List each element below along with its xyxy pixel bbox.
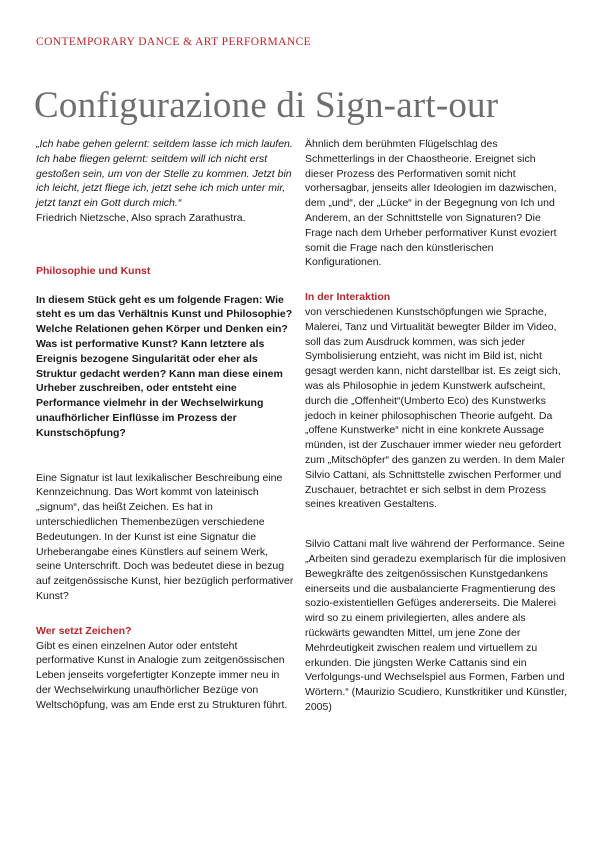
heading-interaktion: In der Interaktion bbox=[305, 291, 391, 304]
nietzsche-quote: „Ich habe gehen gelernt: seitdem lasse ich mich laufen. Ich habe fliegen gelernt: seitdem will ich nicht erst gestoßen sein, um von der Stelle zu kommen. Jetzt bin ich leicht, jetzt fliege ich, jetzt sehe ich mich unter mir, jetzt tanzt ein Gott durch mich.“ bbox=[36, 138, 293, 210]
quote-source: Friedrich Nietzsche, Also sprach Zarathustra. bbox=[36, 211, 246, 224]
left-column bbox=[36, 137, 294, 713]
intro-paragraph: Ähnlich dem berühmten Flügelschlag des Schmetterlings in der Chaostheorie. Ereignet sich dieser Prozess des Performativen somit nicht vorhersagbar, jenseits aller Ideologien im dazwischen, dem „und“, der „Lücke“ in der Begegnung von Ich und Anderem, an der Schnittstelle von Signaturen? Die Frage nach dem Urheber performativer Kunst evoziert somit die Frage nach den künstlerischen Konfigurationen. bbox=[305, 138, 557, 269]
heading-philosophie: Philosophie und Kunst bbox=[36, 264, 151, 277]
zeichen-paragraph: Gibt es einen einzelnen Autor oder entsteht performative Kunst in Analogie zum zeitgenössischen Leben jenseits vorgefertigter Konzepte immer neu in der Wechselwirkung unaufhörlicher Bezüge von Weltschöpfung, was am Ende erst zu Strukturen führt. bbox=[36, 639, 288, 711]
heading-zeichen: Wer setzt Zeichen? bbox=[36, 624, 132, 637]
cattani-paragraph: Silvio Cattani malt live während der Performance. Seine „Arbeiten sind geradezu exemplarisch für die implosiven Bewegkräfte des zeitgenössischen Kunstgedankens einerseits und die ausbalancierte Fragmentierung des sozio-existentiellen Gefüges andererseits. Die Malerei wird so zu einem privilegierten, alles andere als rückwärts gewandten Mittel, um jene Zone der Mehrdeutigkeit zwischen realem und virtuellem zu erkunden. Die jüngsten Werke Cattanis sind ein Verfolgungs-und Wechselspiel aus Formen, Farben und Wörtern.“ (Maurizio Scudiero, Kunstkritiker und Künstler, 2005) bbox=[305, 538, 568, 713]
signatur-paragraph: Eine Signatur ist laut lexikalischer Beschreibung eine Kennzeichnung. Das Wort kommt von lateinisch „signum“, das heißt Zeichen. Es hat in unterschiedlichen Themenbezügen verschiedene Bedeutungen. In der Kunst ist eine Signatur die Urheberangabe eines Künstlers auf seinem Werk, seine Unterschrift. Doch was bedeutet diese in bezug auf zeitgenössische Kunst, hier bezüglich performativer Kunst? bbox=[36, 471, 294, 602]
questions-paragraph: In diesem Stück geht es um folgende Fragen: Wie steht es um das Verhältnis Kunst und Philosophie? Welche Relationen gehen Körper und Denken ein? Was ist performative Kunst? Kann letztere als Ereignis bezogene Singularität oder eher als Struktur gedacht werden? Kann man diese einem Urheber zuschreiben, oder entsteht eine Performance vielmehr in der Wechselwirkung unaufhörlicher Einflüsse im Prozess der Kunstschöpfung? bbox=[36, 293, 293, 439]
page-header: CONTEMPORARY DANCE & ART PERFORMANCE bbox=[36, 36, 312, 48]
right-column bbox=[305, 137, 567, 715]
page-title: Configurazione di Sign-art-our bbox=[34, 85, 499, 126]
interaktion-paragraph: von verschiedenen Kunstschöpfungen wie Sprache, Malerei, Tanz und Virtualität bewegter Bilder im Video, soll das zum Ausdruck kommen, was sich jeder Symbolisierung entzieht, was nicht im Bild ist, nicht gesagt werden kann, nicht darstellbar ist. Es zeigt sich, was als Philosophie in jedem Kunstwerk aufscheint, durch die „Offenheit“(Umberto Eco) des Kunstwerks jedoch in keiner philosophischen Theorie aufgeht. Da „offene Kunstwerke“ nicht in eine konkrete Aussage münden, ist der Zuschauer immer wieder neu gefordert zum „Mitschöpfer“ des ganzen zu werden. In dem Maler Silvio Cattani, als Schnittstelle zwischen Performer und Zuschauer, betrachtet er sich selbst in dem Prozess seines kreativen Gestaltens. bbox=[305, 305, 565, 511]
